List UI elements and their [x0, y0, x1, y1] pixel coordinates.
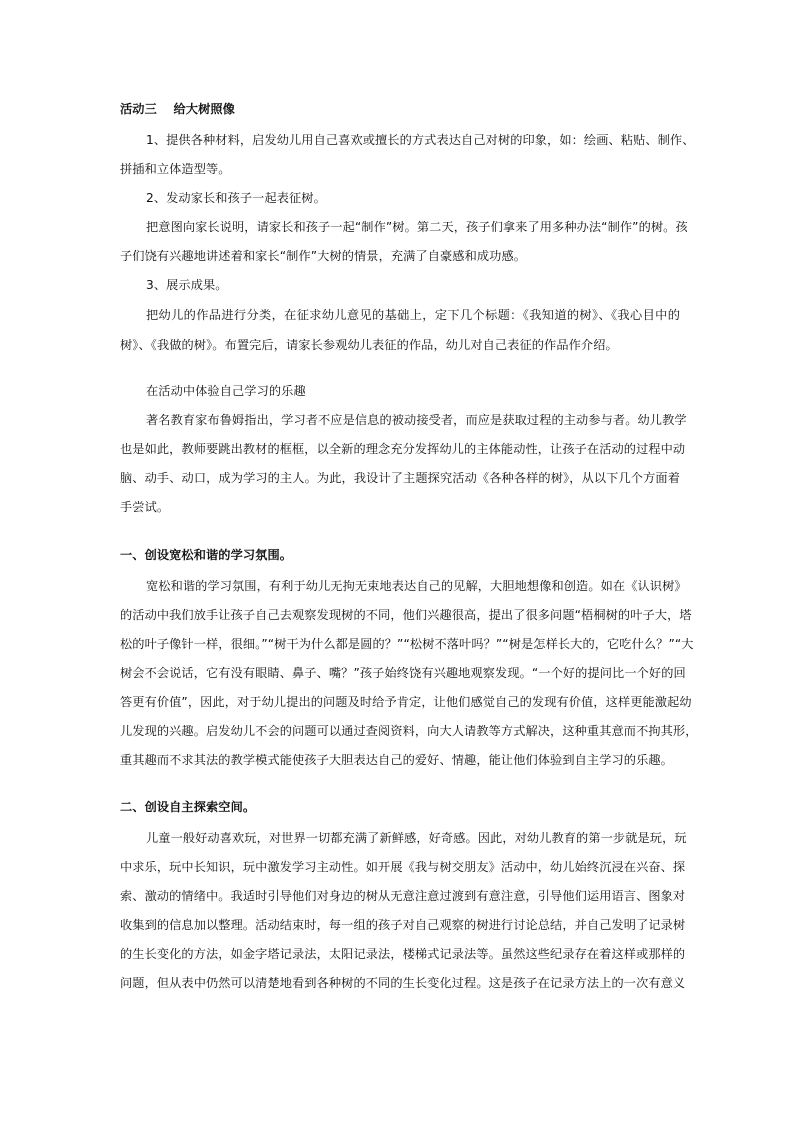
- section-subtitle: 在活动中体验自己学习的乐趣: [146, 384, 306, 398]
- paragraph-line: 1、提供各种材料，启发幼儿用自己喜欢或擅长的方式表达自己对树的印象，如：绘画、粘贴、制作、: [146, 133, 695, 147]
- paragraph-line: 树》、《我做的树》。布置完后，请家长参观幼儿表征的作品，幼儿对自己表征的作品作介绍。: [120, 338, 618, 352]
- paragraph-line: 手尝试。: [120, 500, 170, 514]
- paragraph-line: 索、激动的情绪中。我适时引导他们对身边的树从无意注意过渡到有意注意，引导他们运用语言、图象对: [120, 889, 686, 903]
- paragraph-line: 答更有价值”，因此，对于幼儿提出的问题及时给予肯定，让他们感觉自己的发现有价值，这样更能激起幼: [120, 695, 692, 709]
- paragraph-line: 拼插和立体造型等。: [120, 162, 231, 176]
- paragraph-line: 中求乐，玩中长知识，玩中激发学习主动性。如开展《我与树交朋友》活动中，幼儿始终沉浸在兴奋、探: [120, 860, 686, 874]
- paragraph-line: 3、展示成果。: [146, 278, 228, 292]
- paragraph-line: 重其趣而不求其法的教学模式能使孩子大胆表达自己的爱好、情趣，能让他们体验到自主学习的乐趣。: [120, 753, 673, 767]
- paragraph-line: 把意图向家长说明，请家长和孩子一起“制作”树。第二天，孩子们拿来了用多种办法“制作”的树。孩: [146, 220, 688, 234]
- section-heading-2: 二、创设自主探索空间。: [120, 800, 256, 814]
- paragraph-line: 著名教育家布鲁姆指出，学习者不应是信息的被动接受者，而应是获取过程的主动参与者。幼儿教学: [146, 413, 687, 427]
- paragraph-line: 把幼儿的作品进行分类，在征求幼儿意见的基础上，定下几个标题：《我知道的树》、《我心目中的: [146, 308, 680, 322]
- paragraph-line: 儿发现的兴趣。启发幼儿不会的问题可以通过查阅资料，向大人请教等方式解决，这种重其意而不拘其形，: [120, 724, 698, 738]
- paragraph-line: 问题，但从表中仍然可以清楚地看到各种树的不同的生长变化过程。这是孩子在记录方法上的一次有意义: [120, 976, 686, 990]
- paragraph-line: 树会不会说话，它有没有眼睛、鼻子、嘴？”孩子始终饶有兴趣地观察发现。“一个好的提问比一个好的回: [120, 666, 686, 680]
- paragraph-line: 子们饶有兴趣地讲述着和家长“制作”大树的情景，充满了自豪感和成功感。: [120, 249, 527, 263]
- paragraph-line: 收集到的信息加以整理。活动结束时，每一组的孩子对自己观察的树进行讨论总结，并自己发明了记录树: [120, 918, 686, 932]
- paragraph-line: 也是如此，教师要跳出教材的框框，以全新的理念充分发挥幼儿的主体能动性，让孩子在活动的过程中动: [120, 442, 686, 456]
- paragraph-line: 2、发动家长和孩子一起表征树。: [146, 191, 326, 205]
- activity-heading: 活动三 给大树照像: [120, 102, 235, 116]
- paragraph-line: 松的叶子像针一样，很细。”“树干为什么都是圆的？”“松树不落叶吗？”“树是怎样长大的，它吃什么？”“大: [120, 637, 694, 651]
- paragraph-line: 儿童一般好动喜欢玩，对世界一切都充满了新鲜感，好奇感。因此，对幼儿教育的第一步就是玩，玩: [146, 831, 687, 845]
- paragraph-line: 的生长变化的方法，如金字塔记录法，太阳记录法，楼梯式记录法等。虽然这些纪录存在着这样或那样的: [120, 947, 686, 961]
- paragraph-line: 脑、动手、动口，成为学习的主人。为此，我设计了主题探究活动《各种各样的树》，从以下几个方面着: [120, 471, 680, 485]
- paragraph-line: 的活动中我们放手让孩子自己去观察发现树的不同，他们兴趣很高，提出了很多问题“梧桐树的叶子大，塔: [120, 608, 692, 622]
- section-heading-1: 一、创设宽松和谐的学习氛围。: [120, 548, 293, 562]
- paragraph-line: 宽松和谐的学习氛围，有利于幼儿无拘无束地表达自己的见解，大胆地想像和创造。如在《认识树》: [146, 579, 687, 593]
